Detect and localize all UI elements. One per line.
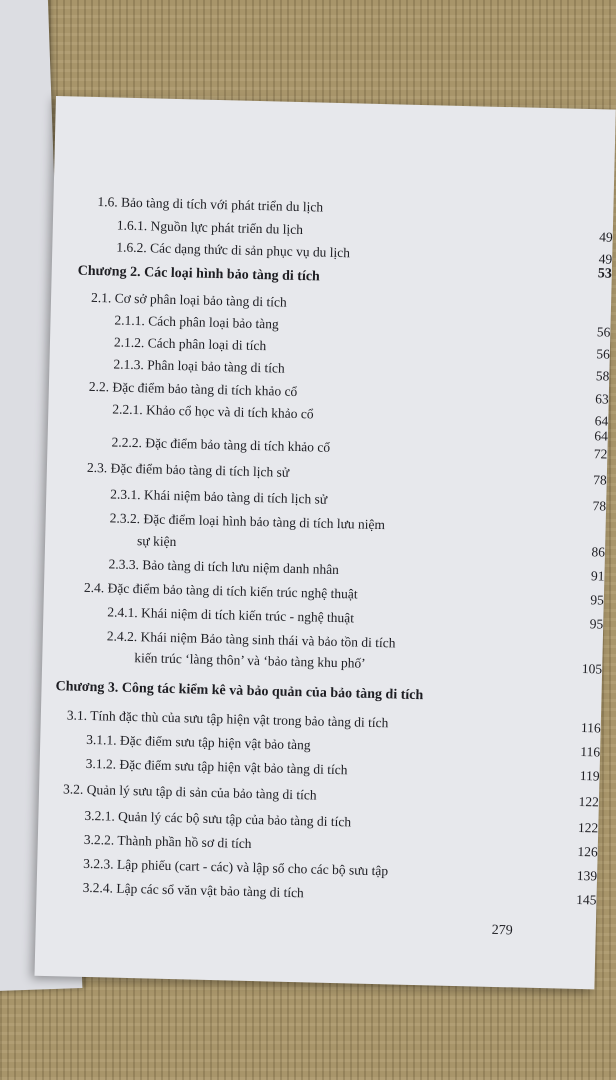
toc-entry-title: 3.1. Tính đặc thù của sưu tập hiện vật trong bảo tàng di tích — [66, 707, 389, 731]
toc-entry-title: 2.4.2. Khái niệm Bảo tàng sinh thái và bảo tồn di tích — [106, 628, 396, 651]
toc-entry-title: 3.2.2. Thành phần hồ sơ di tích — [83, 831, 252, 851]
toc-entry-page: 116 — [580, 744, 601, 760]
toc-entry-title: 3.1.2. Đặc điểm sưu tập hiện vật bảo tàng di tích — [85, 755, 348, 778]
toc-entry-title: 2.1.1. Cách phân loại bảo tàng — [114, 312, 279, 332]
toc-entry-page: 122 — [577, 819, 599, 836]
toc-entry-page: 91 — [590, 568, 605, 584]
toc-entry-title: 1.6. Bảo tàng di tích với phát triển du lịch — [97, 194, 324, 215]
toc-entry-page: 119 — [579, 768, 600, 784]
toc-entry — [49, 399, 609, 429]
toc-entry-title: 2.1.3. Phân loại bảo tàng di tích — [113, 356, 285, 376]
toc-entry-page: 95 — [590, 592, 605, 608]
toc-entry — [47, 458, 607, 488]
toc-entry-page — [573, 205, 613, 206]
toc-entry — [40, 754, 600, 784]
toc-entry-title: 2.4. Đặc điểm bảo tàng di tích kiến trúc nghệ thuật — [83, 579, 358, 602]
toc-entry-title: 2.2.1. Khảo cổ học và di tích khảo cổ — [112, 401, 314, 422]
toc-entry-title: 2.2.2. Đặc điểm bảo tàng di tích khảo cổ — [111, 434, 331, 455]
toc-entry-page: 72 — [593, 446, 608, 462]
toc-entry-page: 105 — [581, 661, 603, 677]
book-page — [34, 96, 615, 989]
toc-entry — [50, 332, 611, 362]
toc-entry-page: 49 — [599, 229, 613, 245]
toc-entry-page: 64 — [594, 413, 609, 429]
toc-entry-page — [571, 301, 611, 302]
toc-entry-page: 56 — [596, 346, 611, 362]
toc-entry-title: 2.1. Cơ sở phân loại bảo tàng di tích — [90, 289, 287, 310]
toc-entry-page: 49 — [598, 251, 613, 267]
toc-entry-title: 2.3.1. Khái niệm bảo tàng di tích lịch sử — [110, 486, 328, 507]
toc-entry — [47, 484, 607, 514]
toc-entry-title: 3.1.1. Đặc điểm sưu tập hiện vật bảo tàng — [86, 731, 311, 753]
toc-entry-title: 1.6.2. Các dạng thức di sản phục vụ du lịch — [116, 239, 351, 261]
toc-entry — [45, 554, 605, 584]
toc-entry — [44, 602, 604, 632]
toc-entry-page: 95 — [589, 616, 604, 632]
toc-entry-page — [563, 639, 603, 640]
toc-entry-page: 53 — [597, 266, 612, 282]
toc-entry — [53, 215, 613, 245]
toc-chapter-title: Chương 3. Công tác kiểm kê và bảo quản của bảo tàng di tích — [55, 679, 424, 704]
toc-entry — [43, 626, 603, 651]
toc-entry-title: 3.2.3. Lập phiếu (cart - các) và lập sổ cho các bộ sưu tập — [83, 855, 389, 879]
toc-entry — [44, 578, 605, 608]
toc-entry-title: 3.2.4. Lập các sổ văn vật bảo tàng di tích — [82, 879, 304, 901]
toc-entry-title: 2.3.3. Bảo tàng di tích lưu niệm danh nhân — [108, 556, 340, 578]
toc-entry-page: 139 — [576, 867, 598, 884]
toc-entry — [39, 780, 600, 810]
toc-entry-title: 2.2. Đặc điểm bảo tàng di tích khảo cổ — [88, 378, 298, 399]
toc-entry — [51, 310, 611, 340]
toc-entry — [37, 878, 597, 908]
toc-entry — [48, 432, 608, 462]
toc-entry-page: 126 — [577, 843, 598, 860]
toc-entry-title: 2.3. Đặc điểm bảo tàng di tích lịch sử — [86, 459, 290, 480]
toc-entry — [41, 730, 601, 760]
toc-entry-page: 58 — [595, 368, 610, 384]
page-number: 279 — [491, 922, 513, 939]
toc-entry-title: 3.2. Quản lý sưu tập di sản của bảo tàng di tích — [62, 781, 317, 803]
toc-entry — [54, 192, 614, 215]
toc-entry — [50, 354, 610, 384]
toc-entry-page — [566, 521, 606, 522]
toc-entry-title: 2.4.1. Khái niệm di tích kiến trúc - nghệ thuật — [107, 604, 355, 626]
toc-chapter-title: Chương 2. Các loại hình bảo tàng di tích — [77, 263, 320, 285]
toc-entry — [46, 508, 606, 533]
toc-entry-title: 3.2.1. Quản lý các bộ sưu tập của bảo tàng di tích — [84, 807, 352, 830]
toc-entry-page: 122 — [578, 793, 600, 810]
toc-entry — [49, 377, 609, 407]
toc-entry-page: 86 — [591, 544, 606, 560]
table-of-contents — [55, 96, 616, 908]
toc-chapter-heading — [42, 678, 602, 704]
toc-entry-title: sự kiện — [136, 533, 177, 550]
toc-entry — [51, 288, 611, 310]
toc-entry-title: kiến trúc ‘làng thôn’ và ‘bảo tàng khu phố’ — [134, 650, 366, 671]
toc-entry-page: 64 — [594, 428, 609, 444]
toc-entry-page: 78 — [592, 498, 607, 514]
toc-entry-title: 1.6.1. Nguồn lực phát triển du lịch — [116, 217, 304, 238]
toc-chapter-heading — [52, 262, 612, 285]
toc-entry-page: 56 — [596, 324, 611, 340]
toc-entry — [41, 706, 601, 736]
toc-entry-title: 2.1.2. Cách phân loại di tích — [113, 334, 267, 354]
toc-entry — [39, 806, 599, 836]
toc-entry-page: 116 — [580, 720, 601, 736]
toc-entry-page: 78 — [593, 472, 607, 488]
toc-entry-page: 63 — [595, 391, 609, 407]
toc-entry-page: 145 — [576, 891, 597, 908]
toc-entry — [38, 830, 598, 860]
toc-entry — [37, 854, 598, 884]
toc-entry — [53, 237, 613, 267]
toc-entry-title: 2.3.2. Đặc điểm loại hình bảo tàng di tích lưu niệm — [109, 510, 386, 533]
toc-entry-page — [562, 691, 602, 692]
